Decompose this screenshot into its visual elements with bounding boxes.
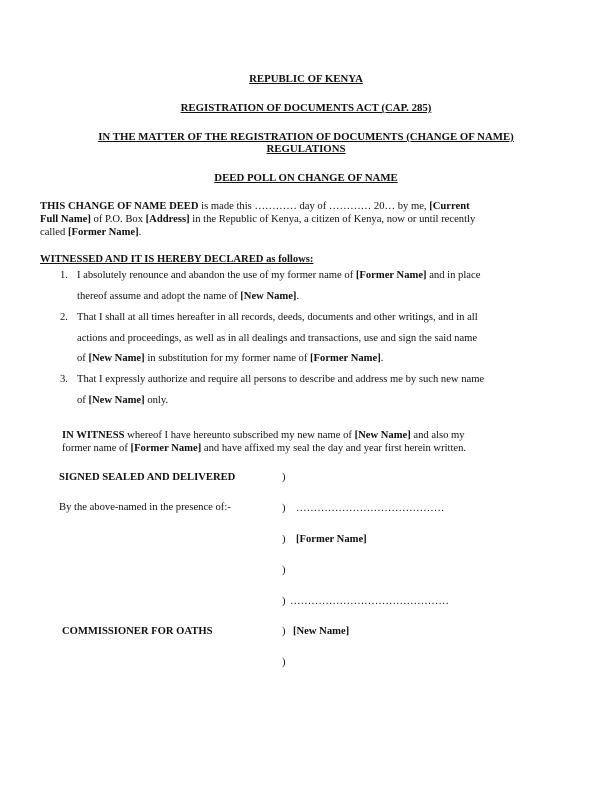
new-name-field: [New Name] xyxy=(88,353,145,364)
former-name-field: [Former Name] xyxy=(310,353,381,364)
clause-number: 2. xyxy=(60,312,68,323)
current-name-field: [Current xyxy=(429,201,470,212)
signing-paren: ) xyxy=(282,503,286,514)
intro-text: of P.O. Box xyxy=(90,214,146,225)
signature-line-former: …………………………………… xyxy=(296,503,445,514)
clause-text: . xyxy=(380,353,384,364)
presence-label: By the above-named in the presence of:- xyxy=(59,502,231,513)
current-name-field-cont: Full Name] xyxy=(40,214,91,225)
signing-paren: ) xyxy=(282,657,286,668)
clause-number: 3. xyxy=(60,374,68,385)
heading-act: REGISTRATION OF DOCUMENTS ACT (CAP. 285) xyxy=(180,102,432,114)
intro-line2 xyxy=(40,214,475,225)
clause-text: of xyxy=(77,395,89,406)
signing-paren: ) xyxy=(282,472,286,483)
new-name-field: [New Name] xyxy=(240,291,297,302)
heading-matter-line1: IN THE MATTER OF THE REGISTRATION OF DOCUMENTS (CHANGE OF NAME) xyxy=(98,131,514,143)
clause-3-line2 xyxy=(77,395,168,406)
intro-text: . xyxy=(138,227,142,238)
clause-text: thereof assume and adopt the name of xyxy=(77,291,241,302)
intro-text: in the Republic of Kenya, a citizen of Kenya, now or until recently xyxy=(189,214,476,225)
witness-text: and have affixed my seal the day and year first herein written. xyxy=(201,443,467,454)
new-name-field: [New Name] xyxy=(88,395,145,406)
clause-2-line3 xyxy=(77,353,383,364)
clause-2-line2: actions and proceedings, as well as in all dealings and transactions, use and sign the said name xyxy=(77,333,478,344)
former-name-field: [Former Name] xyxy=(355,270,427,281)
intro-line1 xyxy=(40,201,470,212)
deed-title: DEED POLL ON CHANGE OF NAME xyxy=(214,172,398,184)
witness-text: and also my xyxy=(410,430,465,441)
intro-line3 xyxy=(40,227,141,238)
witnessed-heading: WITNESSED AND IT IS HEREBY DECLARED as follows: xyxy=(40,254,314,265)
clause-1-line1 xyxy=(77,270,480,281)
new-name-signature-label: [New Name] xyxy=(293,626,350,637)
in-witness-label: IN WITNESS xyxy=(62,430,125,441)
signing-paren: ) xyxy=(282,534,286,545)
heading-republic: REPUBLIC OF KENYA xyxy=(249,73,363,85)
clause-text: and in place xyxy=(426,270,481,281)
in-witness-line2 xyxy=(62,443,466,454)
former-name-field: [Former Name] xyxy=(130,443,202,454)
signing-paren: ) xyxy=(282,565,286,576)
intro-text: is made this ………… day of ………… 20… by me, xyxy=(198,201,430,212)
clause-text: . xyxy=(296,291,300,302)
clause-text: of xyxy=(77,353,89,364)
former-name-signature-label: [Former Name] xyxy=(296,534,367,545)
signature-line-new: ……………………………………… xyxy=(290,596,449,607)
witness-text: former name of xyxy=(62,443,131,454)
clause-text: only. xyxy=(144,395,169,406)
intro-text: called xyxy=(40,227,68,238)
clause-3-line1: That I expressly authorize and require all persons to describe and address me by such new name xyxy=(77,374,485,385)
clause-1-line2 xyxy=(77,291,299,302)
clause-text: in substitution for my former name of xyxy=(144,353,311,364)
new-name-field: [New Name] xyxy=(354,430,411,441)
clause-2-line1: That I shall at all times hereafter in all records, deeds, documents and other writings, and in all xyxy=(77,312,478,323)
clause-number: 1. xyxy=(60,270,68,281)
signing-paren: ) xyxy=(282,626,286,637)
signing-paren: ) xyxy=(282,596,286,607)
witness-text: whereof I have hereunto subscribed my new name of xyxy=(124,430,355,441)
heading-matter-line2: REGULATIONS xyxy=(266,143,346,155)
in-witness-line1 xyxy=(62,430,465,441)
address-field: [Address] xyxy=(145,214,190,225)
clause-text: I absolutely renounce and abandon the use of my former name of xyxy=(77,270,356,281)
signed-sealed-label: SIGNED SEALED AND DELIVERED xyxy=(59,472,236,483)
former-name-field: [Former Name] xyxy=(67,227,139,238)
intro-deed-label: THIS CHANGE OF NAME DEED xyxy=(40,201,199,212)
commissioner-label: COMMISSIONER FOR OATHS xyxy=(62,626,213,637)
